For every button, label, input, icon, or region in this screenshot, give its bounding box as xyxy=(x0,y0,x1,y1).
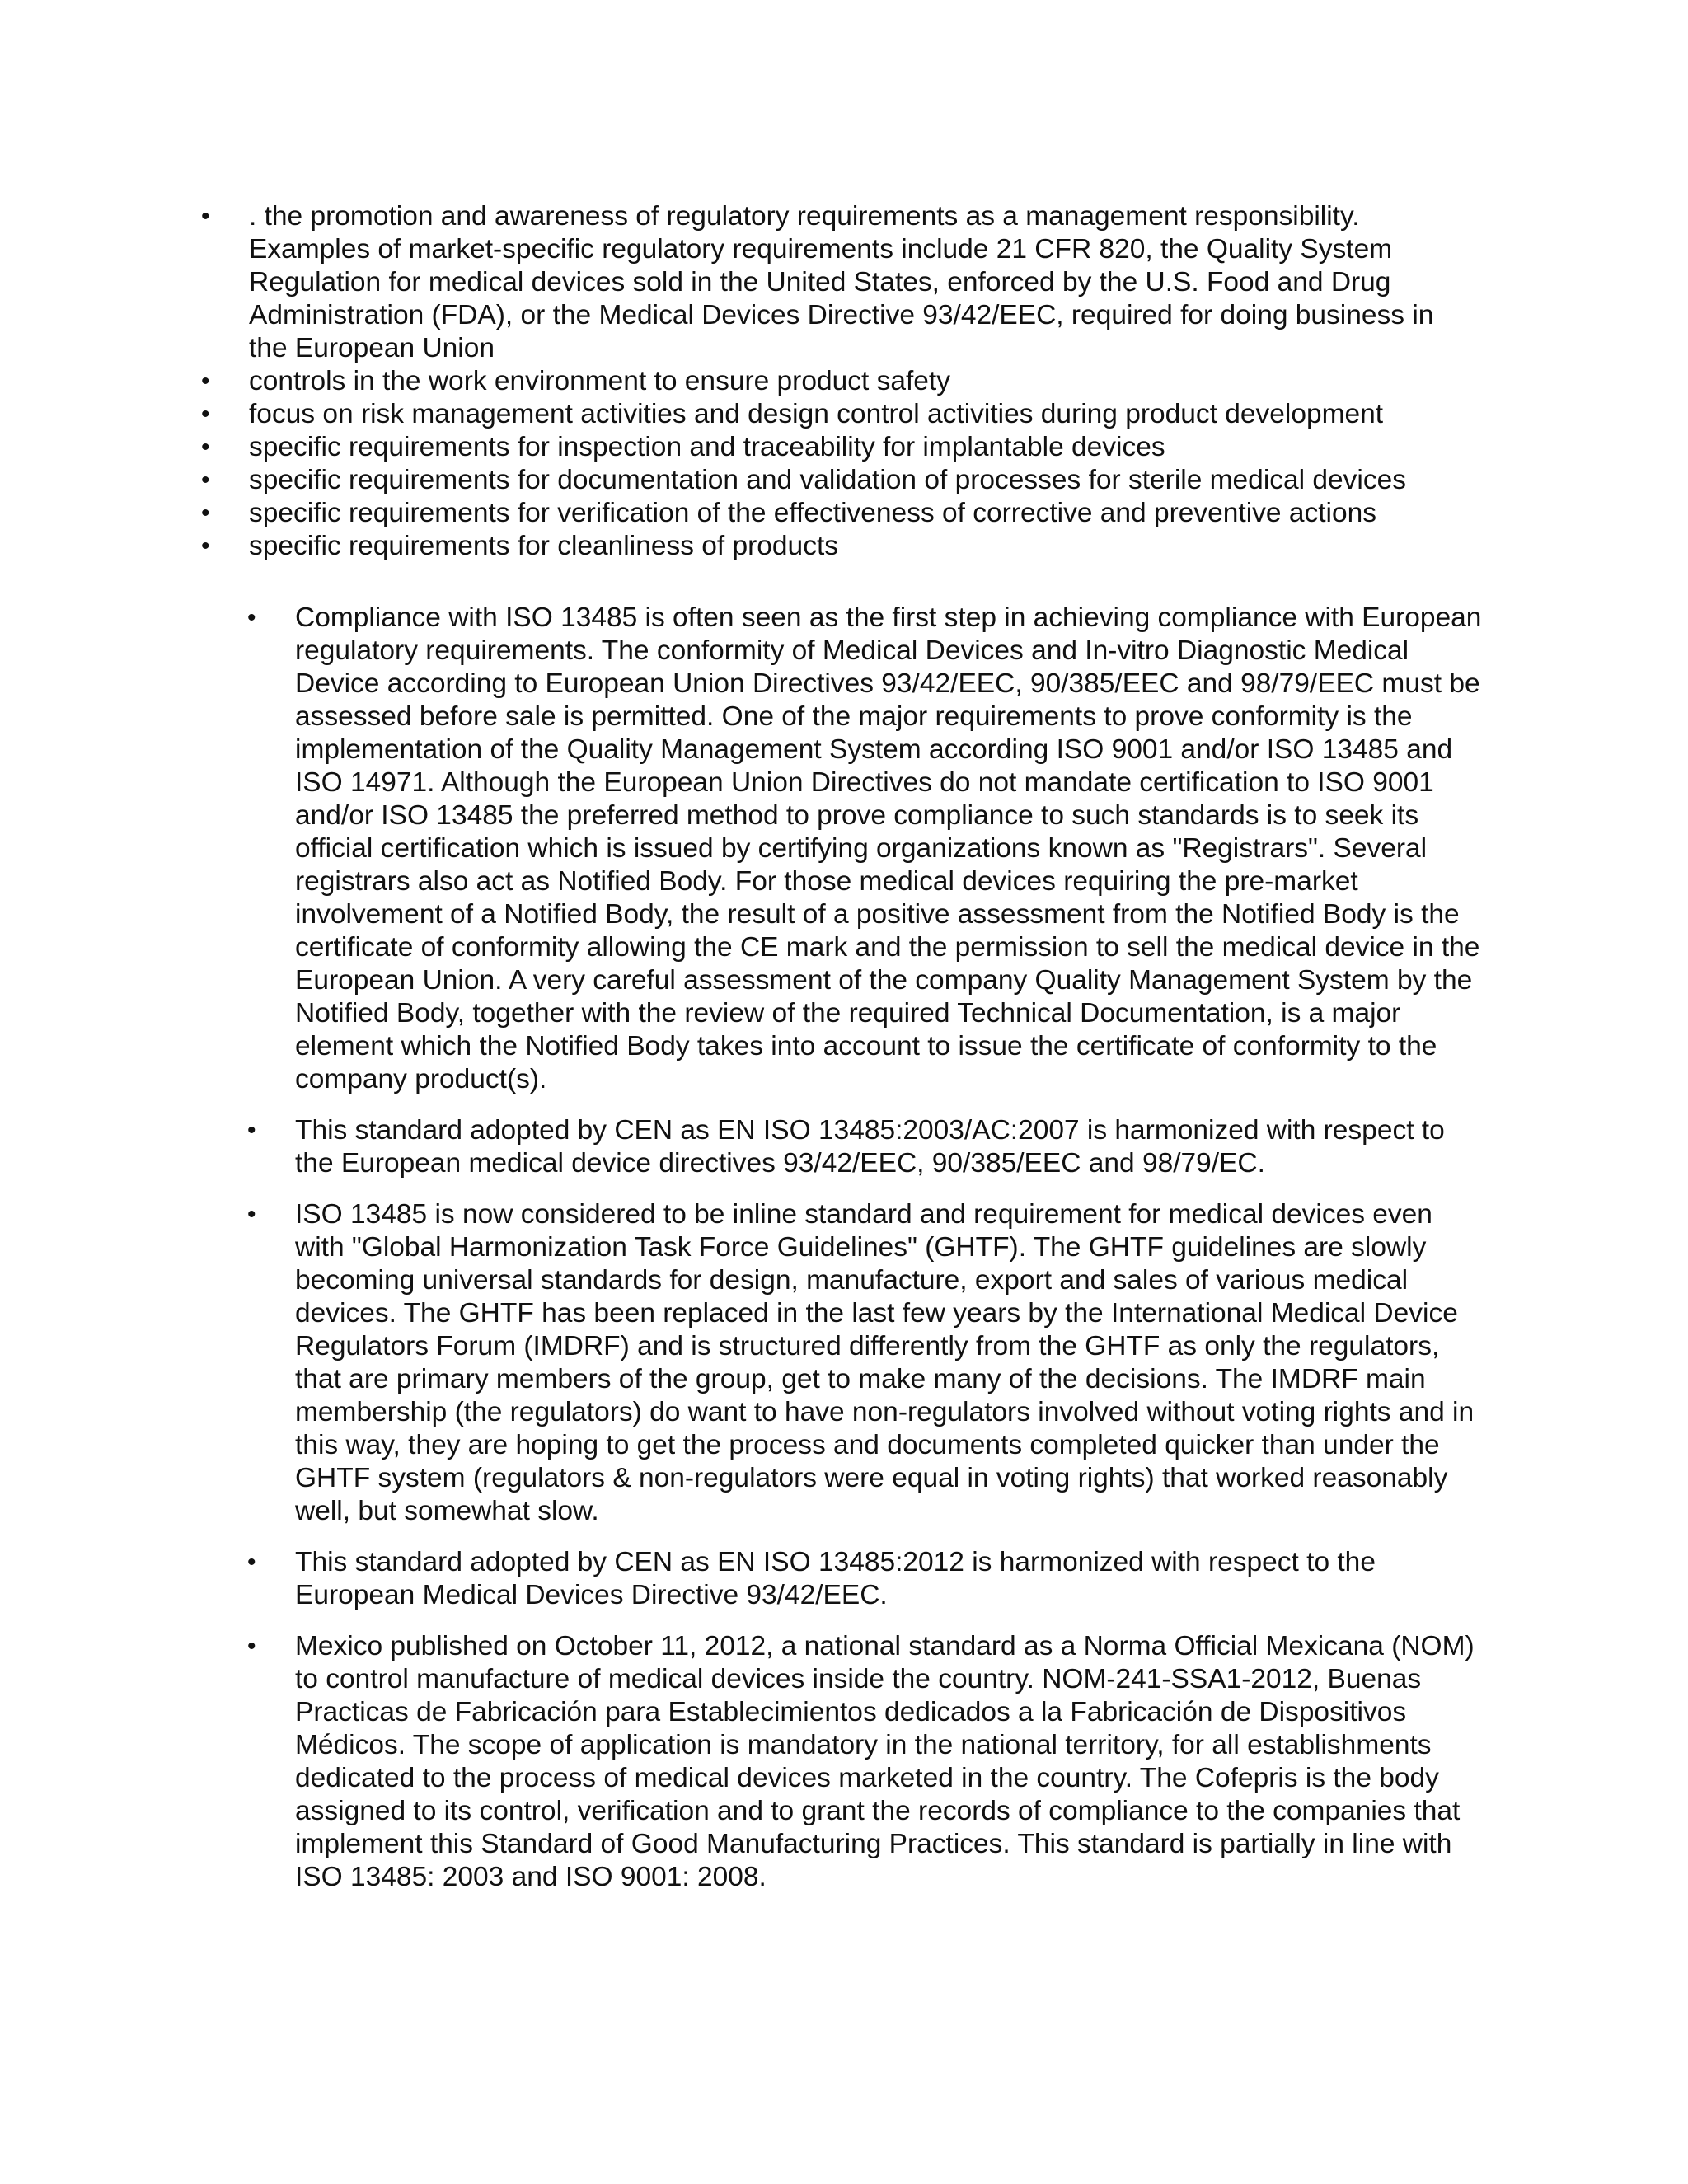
list-item-text: Compliance with ISO 13485 is often seen as the first step in achieving compliance with European regulatory requirements. The conformity of Medical Devices and In-vitro Diagnostic Medical Device according to European Union Directives 93/42/EEC, 90/385/EEC and 98/79/EEC must be assessed before sale is permitted. One of the major requirements to prove conformity is the implementation of the Quality Management System according ISO 9001 and/or ISO 13485 and ISO 14971. Although the European Union Directives do not mandate certification to ISO 9001 and/or ISO 13485 the preferred method to prove compliance to such standards is to seek its official certification which is issued by certifying organizations known as "Registrars". Several registrars also act as Notified Body. For those medical devices requiring the pre-market involvement of a Notified Body, the result of a positive assessment from the Notified Body is the certificate of conformity allowing the CE mark and the permission to sell the medical device in the European Union. A very careful assessment of the company Quality Management System by the Notified Body, together with the review of the required Technical Documentation, is a major element which the Notified Body takes into account to issue the certificate of conformity to the company product(s). xyxy=(295,602,1482,1094)
list-item xyxy=(247,602,1482,1096)
bullet-icon: • xyxy=(201,203,210,230)
bullet-icon: • xyxy=(247,1117,256,1144)
list-item xyxy=(201,464,1469,497)
top-level-list xyxy=(201,200,1469,563)
bullet-icon: • xyxy=(201,368,210,395)
bullet-icon: • xyxy=(247,604,256,631)
bullet-icon: • xyxy=(201,434,210,461)
list-item-text: specific requirements for cleanliness of products xyxy=(249,531,838,561)
list-item xyxy=(247,1114,1482,1180)
list-item xyxy=(201,200,1469,365)
list-item-text: . the promotion and awareness of regulatory requirements as a management responsibility. Examples of market-specific regulatory requirements include 21 CFR 820, the Quality System Regulation for medical devices sold in the United States, enforced by the U.S. Food and Drug Administration (FDA), or the Medical Devices Directive 93/42/EEC, required for doing business in the European Union xyxy=(249,201,1434,363)
list-item-text: specific requirements for verification of the effectiveness of corrective and preventive actions xyxy=(249,498,1376,528)
list-item-text: focus on risk management activities and design control activities during product development xyxy=(249,399,1384,429)
list-item xyxy=(247,1546,1482,1612)
list-item xyxy=(201,497,1469,530)
list-item xyxy=(201,431,1469,464)
list-item-text: This standard adopted by CEN as EN ISO 13485:2012 is harmonized with respect to the European Medical Devices Directive 93/42/EEC. xyxy=(295,1547,1376,1610)
list-item-text: specific requirements for inspection and traceability for implantable devices xyxy=(249,432,1165,462)
list-item-text: This standard adopted by CEN as EN ISO 13485:2003/AC:2007 is harmonized with respect to the European medical device directives 93/42/EEC, 90/385/EEC and 98/79/EC. xyxy=(295,1115,1445,1179)
list-item-text: controls in the work environment to ensure product safety xyxy=(249,366,950,396)
list-item-text: Mexico published on October 11, 2012, a national standard as a Norma Official Mexicana (NOM) to control manufacture of medical devices inside the country. NOM-241-SSA1-2012, Buenas Practicas de Fabricación para Establecimientos dedicados a la Fabricación de Dispositivos Médicos. The scope of application is mandatory in the national territory, for all establishments dedicated to the process of medical devices marketed in the country. The Cofepris is the body assigned to its control, verification and to grant the records of compliance to the companies that implement this Standard of Good Manufacturing Practices. This standard is partially in line with ISO 13485: 2003 and ISO 9001: 2008. xyxy=(295,1631,1475,1892)
nested-list xyxy=(247,602,1482,1912)
bullet-icon: • xyxy=(201,532,210,560)
list-item-text: specific requirements for documentation and validation of processes for sterile medical devices xyxy=(249,465,1406,495)
bullet-icon: • xyxy=(201,401,210,428)
list-item-text: ISO 13485 is now considered to be inline standard and requirement for medical devices even with "Global Harmonization Task Force Guidelines" (GHTF). The GHTF guidelines are slowly becoming universal standards for design, manufacture, export and sales of various medical devices. The GHTF has been replaced in the last few years by the International Medical Device Regulators Forum (IMDRF) and is structured differently from the GHTF as only the regulators, that are primary members of the group, get to make many of the decisions. The IMDRF main membership (the regulators) do want to have non-regulators involved without voting rights and in this way, they are hoping to get the process and documents completed quicker than under the GHTF system (regulators & non-regulators were equal in voting rights) that worked reasonably well, but somewhat slow. xyxy=(295,1199,1475,1526)
bullet-icon: • xyxy=(247,1633,256,1660)
bullet-icon: • xyxy=(201,499,210,527)
list-item xyxy=(201,365,1469,398)
bullet-icon: • xyxy=(247,1201,256,1228)
bullet-icon: • xyxy=(247,1549,256,1576)
list-item xyxy=(201,530,1469,563)
list-item xyxy=(201,398,1469,431)
list-item xyxy=(247,1630,1482,1894)
bullet-icon: • xyxy=(201,466,210,494)
list-item xyxy=(247,1198,1482,1528)
